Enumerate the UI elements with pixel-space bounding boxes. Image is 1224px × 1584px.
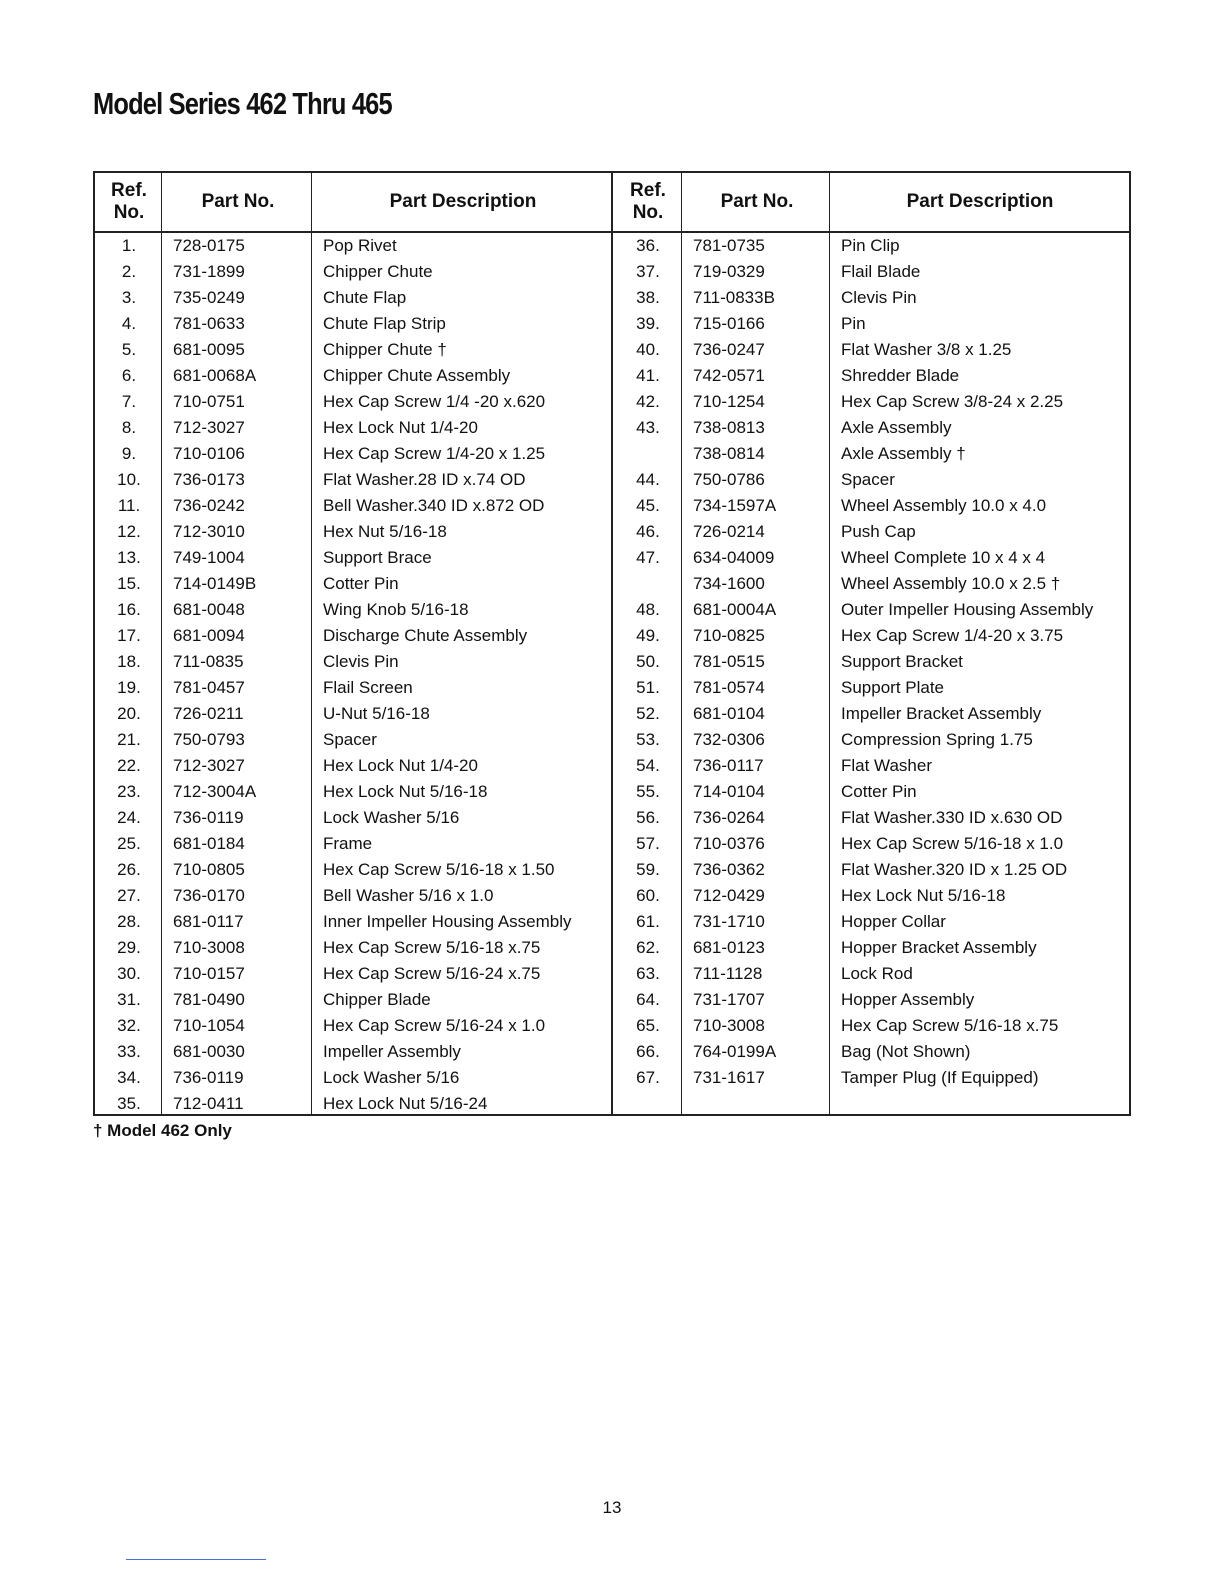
cell-desc: Spacer (323, 730, 377, 749)
cell-desc-right: Pin (841, 314, 866, 333)
cell-desc-right: Spacer (841, 470, 895, 489)
cell-ref-right: 38. (636, 288, 660, 307)
cell-desc-right: Bag (Not Shown) (841, 1042, 971, 1061)
cell-desc-right: Outer Impeller Housing Assembly (841, 600, 1094, 619)
cell-desc-right: Hopper Assembly (841, 990, 975, 1009)
header-part-description-right: Part Description (831, 173, 1129, 232)
cell-part-right: 736-0264 (693, 808, 765, 827)
cell-ref-right: 52. (636, 704, 660, 723)
cell-desc-right: Wheel Assembly 10.0 x 4.0 (841, 496, 1047, 515)
cell-ref-right: 41. (636, 366, 660, 385)
cell-desc-right: Flail Blade (841, 262, 921, 281)
cell-desc-right: Lock Rod (841, 964, 913, 983)
cell-desc: Hex Nut 5/16-18 (323, 522, 447, 541)
cell-ref-right: 62. (636, 938, 660, 957)
cell-ref: 3. (121, 288, 137, 307)
cell-ref: 32. (117, 1016, 141, 1035)
cell-ref-right: 60. (636, 886, 660, 905)
cell-desc: Hex Cap Screw 5/16-24 x 1.0 (323, 1016, 546, 1035)
cell-ref: 34. (117, 1068, 141, 1087)
cell-ref-right: 53. (636, 730, 660, 749)
cell-part-right: 719-0329 (693, 262, 765, 281)
cell-ref: 4. (121, 314, 137, 333)
cell-desc: Hex Lock Nut 5/16-24 (323, 1094, 488, 1113)
cell-part-right: 731-1707 (693, 990, 765, 1009)
cell-desc: Hex Lock Nut 5/16-18 (323, 782, 488, 801)
cell-part: 781-0490 (173, 990, 245, 1009)
cell-desc: Lock Washer 5/16 (323, 808, 460, 827)
cell-ref-right: 65. (636, 1016, 660, 1035)
cell-desc: Clevis Pin (323, 652, 399, 671)
cell-desc: Discharge Chute Assembly (323, 626, 528, 645)
cell-desc-right: Flat Washer.320 ID x 1.25 OD (841, 860, 1068, 879)
cell-ref-right: 57. (636, 834, 660, 853)
cell-ref-right (613, 1091, 683, 1117)
cell-ref: 7. (121, 392, 137, 411)
cell-ref-right: 59. (636, 860, 660, 879)
cell-part-right: 781-0574 (693, 678, 765, 697)
cell-desc: Pop Rivet (323, 236, 397, 255)
cell-part: 736-0173 (173, 470, 245, 489)
cell-ref: 33. (117, 1042, 141, 1061)
cell-ref-right: 63. (636, 964, 660, 983)
cell-ref: 10. (117, 470, 141, 489)
cell-part: 681-0095 (173, 340, 245, 359)
cell-desc-right: Wheel Complete 10 x 4 x 4 (841, 548, 1046, 567)
page-number: 13 (602, 1498, 622, 1517)
cell-part-right: 634-04009 (693, 548, 775, 567)
cell-part: 750-0793 (173, 730, 245, 749)
cell-part: 726-0211 (173, 704, 244, 723)
cell-desc: Bell Washer.340 ID x.872 OD (323, 496, 545, 515)
cell-ref: 2. (121, 262, 137, 281)
cell-part-right: 750-0786 (693, 470, 765, 489)
cell-ref-right: 50. (636, 652, 660, 671)
cell-desc-right: Axle Assembly (841, 418, 952, 437)
cell-ref-right: 67. (636, 1068, 660, 1087)
cell-ref-right (613, 441, 683, 467)
cell-ref: 24. (117, 808, 141, 827)
cell-ref-right: 43. (636, 418, 660, 437)
cell-ref-right: 36. (636, 236, 660, 255)
cell-part: 710-0157 (173, 964, 245, 983)
cell-ref: 8. (121, 418, 137, 437)
cell-ref: 35. (117, 1094, 141, 1113)
cell-desc: Inner Impeller Housing Assembly (323, 912, 572, 931)
cell-part: 736-0119 (173, 1068, 244, 1087)
cell-ref: 27. (117, 886, 141, 905)
cell-desc-right: Hex Cap Screw 5/16-18 x 1.0 (841, 834, 1064, 853)
cell-ref-right: 54. (636, 756, 660, 775)
cell-part-right: 714-0104 (693, 782, 765, 801)
cell-ref: 21. (117, 730, 141, 749)
cell-desc: Chipper Chute Assembly (323, 366, 511, 385)
cell-ref: 26. (117, 860, 141, 879)
cell-desc: Impeller Assembly (323, 1042, 461, 1061)
cell-part: 736-0170 (173, 886, 245, 905)
cell-part: 681-0184 (173, 834, 245, 853)
cell-desc: Lock Washer 5/16 (323, 1068, 460, 1087)
cell-ref-right: 49. (636, 626, 660, 645)
cell-part: 749-1004 (173, 548, 245, 567)
cell-ref-right: 44. (636, 470, 660, 489)
cell-desc: Hex Cap Screw 5/16-18 x.75 (323, 938, 541, 957)
cell-part-right: 710-0376 (693, 834, 765, 853)
cell-desc-right: Hopper Bracket Assembly (841, 938, 1037, 957)
header-part-no: Part No. (163, 173, 313, 232)
cell-desc: Flail Screen (323, 678, 413, 697)
page-title: Model Series 462 Thru 465 (93, 86, 392, 121)
cell-ref-right: 56. (636, 808, 660, 827)
cell-part-right: 736-0117 (693, 756, 764, 775)
cell-desc: Cotter Pin (323, 574, 399, 593)
cell-part-right: 710-0825 (693, 626, 765, 645)
cell-desc-right: Shredder Blade (841, 366, 960, 385)
header-ref-no-right: Ref. No. (613, 173, 683, 232)
cell-desc: Hex Cap Screw 1/4-20 x 1.25 (323, 444, 546, 463)
cell-desc-right (831, 1091, 1129, 1117)
cell-ref-right: 48. (636, 600, 660, 619)
cell-desc-right: Hex Cap Screw 3/8-24 x 2.25 (841, 392, 1064, 411)
cell-ref-right: 40. (636, 340, 660, 359)
cell-part: 710-0805 (173, 860, 245, 879)
cell-desc: Hex Cap Screw 5/16-18 x 1.50 (323, 860, 555, 879)
cell-ref: 30. (117, 964, 141, 983)
cell-desc: Chipper Blade (323, 990, 431, 1009)
cell-ref: 31. (117, 990, 141, 1009)
cell-ref: 22. (117, 756, 141, 775)
cell-desc-right: Pin Clip (841, 236, 900, 255)
cell-ref-right: 46. (636, 522, 660, 541)
cell-part: 681-0094 (173, 626, 245, 645)
cell-desc: Chipper Chute † (323, 340, 447, 359)
cell-desc-right: Hopper Collar (841, 912, 946, 931)
cell-ref: 25. (117, 834, 141, 853)
cell-ref: 1. (121, 236, 137, 255)
cell-part-right: 681-0104 (693, 704, 765, 723)
cell-part-right: 738-0814 (693, 444, 765, 463)
column-divider (829, 173, 830, 1114)
cell-ref: 9. (121, 444, 137, 463)
cell-part: 710-0751 (173, 392, 245, 411)
footnote: † Model 462 Only (93, 1121, 232, 1140)
cell-ref: 19. (117, 678, 141, 697)
cell-ref: 6. (121, 366, 137, 385)
column-divider (311, 173, 312, 1114)
cell-desc-right: Flat Washer.330 ID x.630 OD (841, 808, 1063, 827)
cell-desc: Hex Lock Nut 1/4-20 (323, 418, 478, 437)
cell-ref-right: 39. (636, 314, 660, 333)
cell-desc: Chute Flap Strip (323, 314, 446, 333)
cell-desc-right: Tamper Plug (If Equipped) (841, 1068, 1039, 1087)
cell-part: 712-3027 (173, 418, 245, 437)
cell-part: 681-0068A (173, 366, 257, 385)
cell-part: 710-3008 (173, 938, 245, 957)
cell-part: 714-0149B (173, 574, 257, 593)
header-part-no-right: Part No. (683, 173, 831, 232)
header-ref-no: Ref. No. (95, 173, 163, 232)
cell-part-right: 711-1128 (693, 964, 763, 983)
cell-desc-right: Cotter Pin (841, 782, 917, 801)
cell-part: 781-0633 (173, 314, 245, 333)
column-divider (161, 173, 162, 1114)
cell-part-right: 738-0813 (693, 418, 765, 437)
cell-ref-right (613, 571, 683, 597)
cell-desc: Support Brace (323, 548, 432, 567)
column-divider (681, 173, 682, 1114)
cell-desc-right: Flat Washer 3/8 x 1.25 (841, 340, 1012, 359)
cell-part: 736-0119 (173, 808, 244, 827)
cell-part: 728-0175 (173, 236, 245, 255)
cell-ref-right: 61. (636, 912, 660, 931)
cell-part: 735-0249 (173, 288, 245, 307)
cell-ref: 28. (117, 912, 141, 931)
cell-ref: 16. (117, 600, 141, 619)
cell-part-right: 712-0429 (693, 886, 765, 905)
cell-desc-right: Wheel Assembly 10.0 x 2.5 † (841, 574, 1061, 593)
cell-ref: 15. (117, 574, 141, 593)
cell-part: 712-3010 (173, 522, 245, 541)
cell-part-right: 681-0004A (693, 600, 777, 619)
cell-ref: 20. (117, 704, 141, 723)
cell-desc: Wing Knob 5/16-18 (323, 600, 469, 619)
cell-desc-right: Hex Lock Nut 5/16-18 (841, 886, 1006, 905)
cell-part: 711-0835 (173, 652, 244, 671)
cell-part-right: 715-0166 (693, 314, 765, 333)
cell-desc: U-Nut 5/16-18 (323, 704, 430, 723)
cell-part-right: 764-0199A (693, 1042, 777, 1061)
cell-part-right: 781-0515 (693, 652, 765, 671)
cell-desc-right: Compression Spring 1.75 (841, 730, 1033, 749)
cell-desc-right: Push Cap (841, 522, 916, 541)
cell-part: 681-0048 (173, 600, 245, 619)
cell-part-right: 681-0123 (693, 938, 765, 957)
cell-ref-right: 37. (636, 262, 660, 281)
cell-part: 712-3004A (173, 782, 257, 801)
cell-desc: Hex Lock Nut 1/4-20 (323, 756, 478, 775)
cell-desc-right: Clevis Pin (841, 288, 917, 307)
cell-part-right: 732-0306 (693, 730, 765, 749)
cell-part-right: 734-1597A (693, 496, 777, 515)
cell-desc: Hex Cap Screw 5/16-24 x.75 (323, 964, 541, 983)
cell-ref-right: 64. (636, 990, 660, 1009)
cell-ref-right: 45. (636, 496, 660, 515)
cell-part: 781-0457 (173, 678, 245, 697)
parts-table (93, 171, 1131, 1116)
cell-desc: Chipper Chute (323, 262, 433, 281)
cell-part-right: 710-3008 (693, 1016, 765, 1035)
cell-ref-right: 55. (636, 782, 660, 801)
cell-part-right: 742-0571 (693, 366, 765, 385)
cell-desc-right: Support Bracket (841, 652, 963, 671)
cell-ref-right: 42. (636, 392, 660, 411)
cell-part-right: 781-0735 (693, 236, 765, 255)
cell-ref: 17. (117, 626, 141, 645)
cell-part: 731-1899 (173, 262, 245, 281)
cell-ref-right: 47. (636, 548, 660, 567)
cell-part-right: 731-1710 (693, 912, 765, 931)
cell-desc-right: Impeller Bracket Assembly (841, 704, 1042, 723)
cell-part: 710-0106 (173, 444, 245, 463)
cell-desc: Frame (323, 834, 373, 853)
header-part-description: Part Description (313, 173, 613, 232)
cell-part-right: 736-0362 (693, 860, 765, 879)
cell-desc: Bell Washer 5/16 x 1.0 (323, 886, 494, 905)
cell-desc: Hex Cap Screw 1/4 -20 x.620 (323, 392, 546, 411)
cell-part-right: 736-0247 (693, 340, 765, 359)
cell-part: 681-0030 (173, 1042, 245, 1061)
cell-ref: 23. (117, 782, 141, 801)
cell-desc-right: Axle Assembly † (841, 444, 966, 463)
cell-desc-right: Hex Cap Screw 1/4-20 x 3.75 (841, 626, 1064, 645)
cell-ref: 13. (117, 548, 141, 567)
cell-ref: 5. (121, 340, 137, 359)
cell-desc: Chute Flap (323, 288, 407, 307)
cell-part: 710-1054 (173, 1016, 245, 1035)
cell-part: 712-0411 (173, 1094, 244, 1113)
cell-part-right: 726-0214 (693, 522, 765, 541)
cell-ref: 29. (117, 938, 141, 957)
cell-part-right (683, 1091, 831, 1117)
cell-part-right: 711-0833B (693, 288, 775, 307)
cell-part-right: 710-1254 (693, 392, 765, 411)
cell-desc-right: Hex Cap Screw 5/16-18 x.75 (841, 1016, 1059, 1035)
cell-part: 681-0117 (173, 912, 244, 931)
cell-part: 736-0242 (173, 496, 245, 515)
cell-ref-right: 51. (636, 678, 660, 697)
cell-ref-right: 66. (636, 1042, 660, 1061)
cell-ref: 12. (117, 522, 141, 541)
cell-ref: 11. (117, 496, 141, 515)
cell-part-right: 731-1617 (693, 1068, 765, 1087)
cell-part: 712-3027 (173, 756, 245, 775)
cell-desc: Flat Washer.28 ID x.74 OD (323, 470, 526, 489)
cell-part-right: 734-1600 (693, 574, 765, 593)
link-underline (126, 1559, 266, 1560)
cell-desc-right: Flat Washer (841, 756, 933, 775)
cell-ref: 18. (117, 652, 141, 671)
center-divider (611, 173, 613, 1114)
cell-desc-right: Support Plate (841, 678, 945, 697)
